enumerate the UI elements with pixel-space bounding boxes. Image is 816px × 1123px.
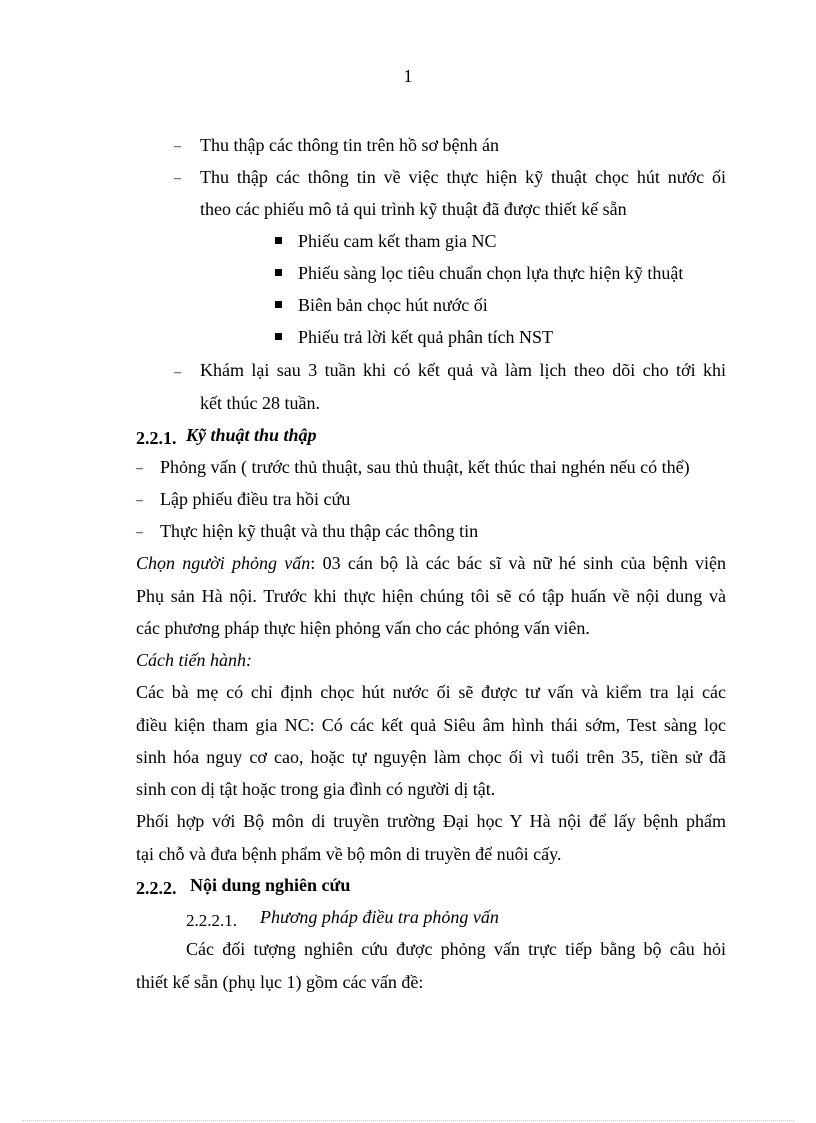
list-item: Phỏng vấn ( trước thủ thuật, sau thủ thuật, kết thúc thai nghén nếu có thể): [160, 457, 690, 477]
section-title: Nội dung nghiên cứu: [190, 875, 351, 895]
page-bottom-rule: [22, 1120, 794, 1121]
paragraph-line: điều kiện tham gia NC: Có các kết quả Siêu âm hình thái sớm, Test sàng lọc: [136, 715, 726, 735]
subsection-number: 2.2.2.1.: [186, 911, 237, 930]
paragraph-line: sinh con dị tật hoặc trong gia đình có người dị tật.: [136, 779, 496, 799]
dash-bullet: –: [136, 525, 143, 540]
list-item: Khám lại sau 3 tuần khi có kết quả và làm lịch theo dõi cho tới khi: [200, 360, 726, 380]
sub-list-item: Phiếu trả lời kết quả phân tích NST: [298, 327, 553, 347]
dash-bullet: –: [136, 493, 143, 508]
subsection-title: Phương pháp điều tra phỏng vấn: [260, 907, 499, 927]
list-item-continuation: theo các phiếu mô tả qui trình kỹ thuật đã được thiết kế sẵn: [200, 199, 627, 219]
paragraph-line: sinh hóa nguy cơ cao, hoặc tự nguyện làm chọc ối vì tuổi trên 35, tiền sử đã: [136, 747, 726, 767]
paragraph-line: Các bà mẹ có chỉ định chọc hút nước ối sẽ được tư vấn và kiểm tra lại các: [136, 682, 726, 702]
dash-bullet: –: [174, 365, 181, 380]
paragraph-line: [136, 554, 726, 572]
list-item: Thực hiện kỹ thuật và thu thập các thông tin: [160, 521, 479, 541]
dash-bullet: –: [174, 171, 181, 186]
section-title: Kỹ thuật thu thập: [186, 425, 317, 445]
sub-list-item: Biên bản chọc hút nước ối: [298, 295, 488, 315]
square-bullet: [275, 333, 282, 340]
paragraph-line: các phương pháp thực hiện phỏng vấn cho các phỏng vấn viên.: [136, 618, 590, 638]
italic-heading: Cách tiến hành:: [136, 650, 252, 670]
square-bullet: [275, 301, 282, 308]
page-number: 1: [403, 66, 413, 86]
italic-label: Chọn người phỏng vấn: [136, 553, 311, 573]
section-number: 2.2.1.: [136, 428, 177, 448]
section-number: 2.2.2.: [136, 878, 177, 898]
paragraph-line: Phối hợp với Bộ môn di truyền trường Đại học Y Hà nội để lấy bệnh phẩm: [136, 811, 726, 831]
square-bullet: [275, 237, 282, 244]
list-item: Lập phiếu điều tra hồi cứu: [160, 489, 351, 509]
dash-bullet: –: [174, 139, 181, 154]
list-item: Thu thập các thông tin trên hồ sơ bệnh án: [200, 135, 499, 155]
paragraph-line: Phụ sản Hà nội. Trước khi thực hiện chúng tôi sẽ có tập huấn về nội dung và: [136, 586, 726, 606]
paragraph-line: Các đối tượng nghiên cứu được phỏng vấn trực tiếp bằng bộ câu hỏi: [186, 939, 726, 959]
paragraph-text: : 03 cán bộ là các bác sĩ và nữ hé sinh của bệnh viện: [310, 553, 726, 573]
square-bullet: [275, 269, 282, 276]
sub-list-item: Phiếu cam kết tham gia NC: [298, 231, 497, 251]
list-item-continuation: kết thúc 28 tuần.: [200, 393, 320, 413]
dash-bullet: –: [136, 461, 143, 476]
paragraph-line: tại chỗ và đưa bệnh phẩm về bộ môn di truyền để nuôi cấy.: [136, 844, 562, 864]
paragraph-line: thiết kế sẵn (phụ lục 1) gồm các vấn đề:: [136, 972, 424, 992]
sub-list-item: Phiếu sàng lọc tiêu chuẩn chọn lựa thực hiện kỹ thuật: [298, 263, 684, 283]
list-item: Thu thập các thông tin về việc thực hiện kỹ thuật chọc hút nước ối: [200, 167, 726, 187]
